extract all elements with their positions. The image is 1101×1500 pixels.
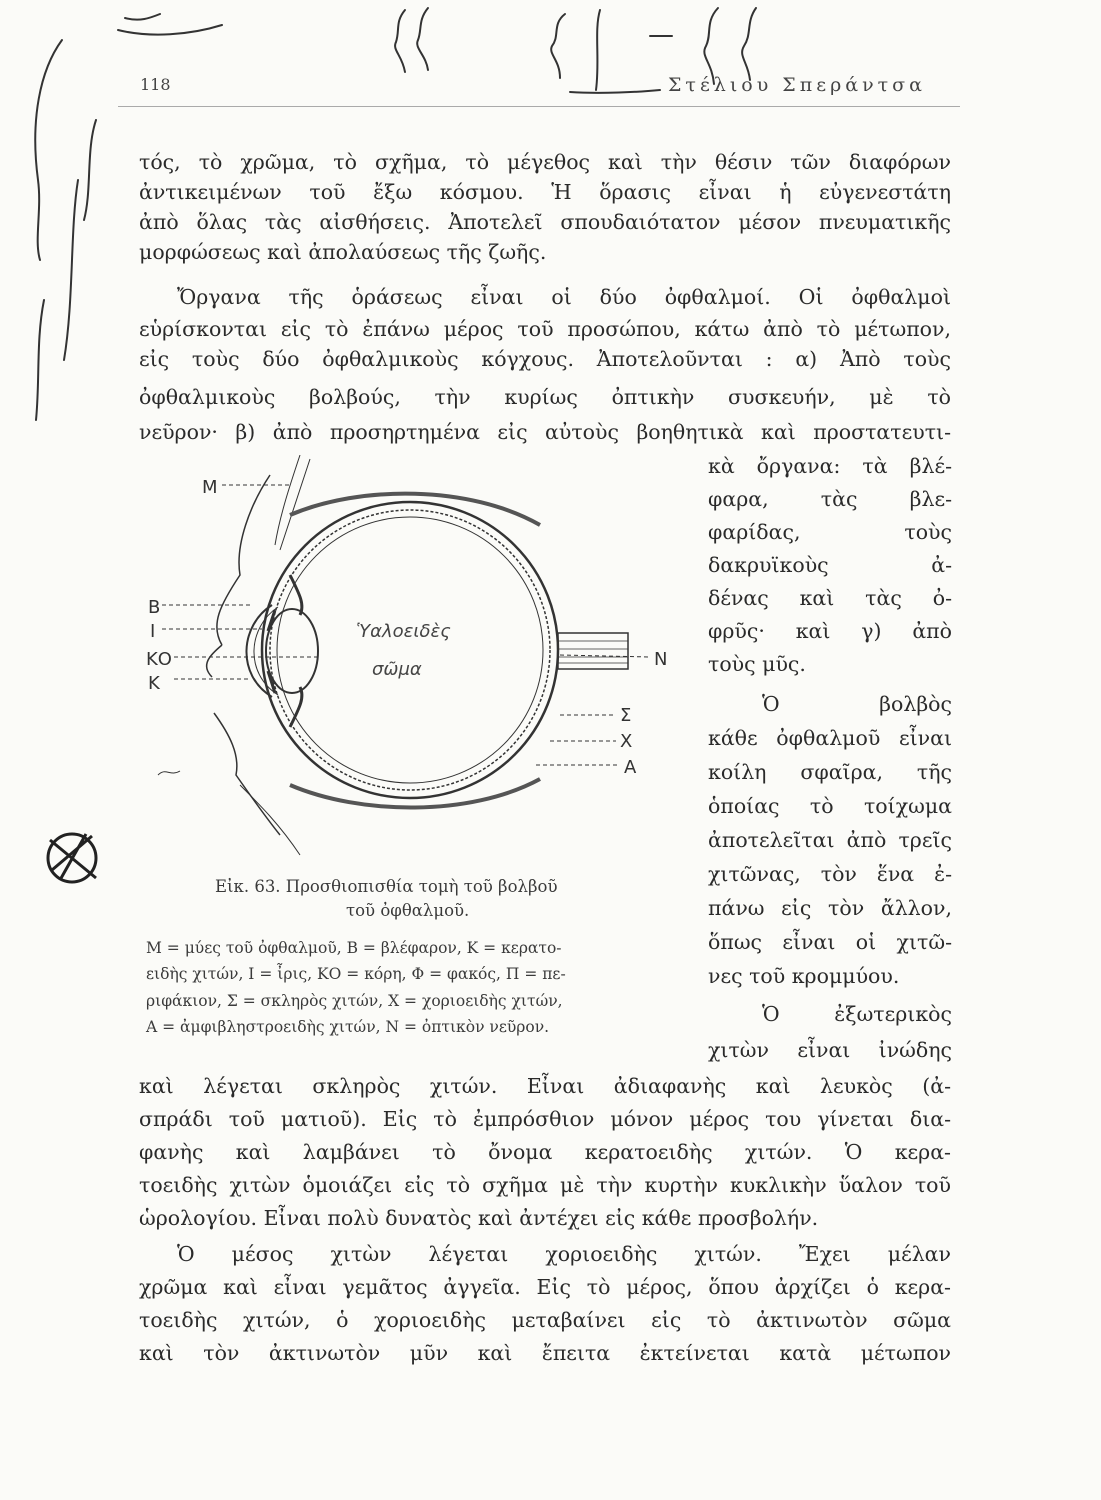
text-line: χρῶμα καὶ εἶναι γεμᾶτος ἀγγεῖα. Εἰς τὸ μέρος, ὅπου ἀρχίζει ὁ κερα- — [139, 1275, 951, 1299]
label-vitreous-1: Ὑαλοειδὲς — [356, 621, 451, 642]
text-line: εἰς τοὺς δύο ὀφθαλμικοὺς κόγχους. Ἀποτελοῦνται : α) Ἀπὸ τοὺς — [139, 347, 951, 371]
text-line-right: φαρίδας, τοὺς — [708, 520, 952, 544]
text-line-right: νες τοῦ κρομμύου. — [708, 964, 900, 988]
text-line-right: κοίλη σφαῖρα, τῆς — [708, 760, 952, 784]
text-line: ἀντικειμένων τοῦ ἔξω κόσμου. Ἡ ὅρασις εἶναι ἡ εὐγενεστάτη — [139, 180, 951, 204]
label-s: Σ — [620, 705, 632, 726]
figure-caption-title: Εἰκ. 63. Προσθιοπισθία τομὴ τοῦ βολβοῦ — [215, 877, 558, 896]
text-line: νεῦρον· β) ἀπὸ προσηρτημένα εἰς αὐτοὺς βοηθητικὰ καὶ προστατευτι- — [139, 420, 951, 444]
eye-cross-section-figure — [140, 455, 700, 875]
text-line: Ὁ μέσος χιτὼν λέγεται χοριοειδὴς χιτών. Ἔχει μέλαν — [177, 1242, 951, 1266]
text-line: μορφώσεως καὶ ἀπολαύσεως τῆς ζωῆς. — [139, 240, 547, 264]
text-line: τοειδὴς χιτὼν ὁμοιάζει εἰς τὸ σχῆμα μὲ τὴν κυρτὴν κυκλικὴν ὕαλον τοῦ — [139, 1173, 951, 1197]
label-b: Β — [148, 597, 161, 618]
text-line-right: Ὁ ἐξωτερικὸς — [762, 1002, 952, 1026]
figure-caption-title-2: τοῦ ὀφθαλμοῦ. — [346, 901, 470, 920]
label-n: Ν — [654, 649, 668, 670]
text-line: καὶ λέγεται σκληρὸς χιτών. Εἶναι ἀδιαφανὴς καὶ λευκὸς (ἀ- — [139, 1074, 951, 1098]
figure-legend-line: Μ = μύες τοῦ ὀφθαλμοῦ, Β = βλέφαρον, Κ = κερατο- — [146, 939, 562, 957]
text-line: ὡρολογίου. Εἶναι πολὺ δυνατὸς καὶ ἀντέχει εἰς κάθε προσβολήν. — [139, 1206, 819, 1230]
label-k: Κ — [148, 673, 160, 694]
label-vitreous-2: σῶμα — [372, 659, 422, 680]
text-line-right: χιτὼν εἶναι ἰνώδης — [708, 1038, 952, 1062]
text-line-right: ὅπως εἶναι οἱ χιτῶ- — [708, 930, 952, 954]
text-line-right: χιτῶνας, τὸν ἕνα ἐ- — [708, 862, 952, 886]
page-number: 118 — [140, 75, 171, 94]
text-line-right: Ὁ βολβὸς — [762, 692, 952, 716]
text-line: ἀπὸ ὅλας τὰς αἰσθήσεις. Ἀποτελεῖ σπουδαιότατον μέσον πνευματικῆς — [139, 210, 951, 234]
text-line-right: δένας καὶ τὰς ὀ- — [708, 586, 952, 610]
text-line: καὶ τὸν ἀκτινωτὸν μῦν καὶ ἔπειτα ἐκτείνεται κατὰ μέτωπον — [139, 1341, 951, 1365]
figure-legend-line: Α = ἀμφιβληστροειδὴς χιτών, Ν = ὀπτικὸν νεῦρον. — [146, 1018, 550, 1036]
figure-legend-line: ειδὴς χιτών, Ι = ἶρις, ΚΟ = κόρη, Φ = φακός, Π = πε- — [146, 965, 566, 983]
text-line: φανὴς καὶ λαμβάνει τὸ ὄνομα κερατοειδὴς χιτών. Ὁ κερα- — [139, 1140, 951, 1164]
text-line-right: ἀποτελεῖται ἀπὸ τρεῖς — [708, 828, 952, 852]
text-line-right: φαρα, τὰς βλε- — [708, 487, 952, 511]
text-line-right: δακρυϊκοὺς ἀ- — [708, 553, 952, 577]
label-ko: ΚΟ — [146, 649, 172, 670]
figure-legend-line: ριφάκιον, Σ = σκληρὸς χιτών, Χ = χοριοειδὴς χιτών, — [146, 992, 563, 1010]
text-line-right: τοὺς μῦς. — [708, 652, 806, 676]
text-line: σπράδι τοῦ ματιοῦ). Εἰς τὸ ἐμπρόσθιον μόνον μέρος του γίνεται δια- — [139, 1107, 951, 1131]
running-header-author: Στέλιου Σπεράντσα — [668, 74, 926, 96]
text-line: τός, τὸ χρῶμα, τὸ σχῆμα, τὸ μέγεθος καὶ τὴν θέσιν τῶν διαφόρων — [139, 150, 951, 174]
text-line: εὑρίσκονται εἰς τὸ ἐπάνω μέρος τοῦ προσώπου, κάτω ἀπὸ τὸ μέτωπον, — [139, 317, 951, 341]
text-line-right: πάνω εἰς τὸν ἄλλον, — [708, 896, 952, 920]
text-line: ὀφθαλμικοὺς βολβούς, τὴν κυρίως ὀπτικὴν συσκευήν, μὲ τὸ — [139, 385, 951, 409]
label-x: Χ — [620, 731, 633, 752]
text-line: Ὄργανα τῆς ὁράσεως εἶναι οἱ δύο ὀφθαλμοί. Οἱ ὀφθαλμοὶ — [177, 285, 951, 309]
label-i: Ι — [150, 621, 156, 642]
label-m: Μ — [202, 477, 218, 498]
text-line-right: κάθε ὀφθαλμοῦ εἶναι — [708, 726, 952, 750]
text-line-right: ὁποίας τὸ τοίχωμα — [708, 794, 952, 818]
text-line-right: φρῦς· καὶ γ) ἀπὸ — [708, 619, 952, 643]
label-a: Α — [624, 757, 637, 778]
text-line-right: κὰ ὄργανα: τὰ βλέ- — [708, 454, 952, 478]
text-line: τοειδὴς χιτών, ὁ χοριοειδὴς μεταβαίνει εἰς τὸ ἀκτινωτὸν σῶμα — [139, 1308, 951, 1332]
